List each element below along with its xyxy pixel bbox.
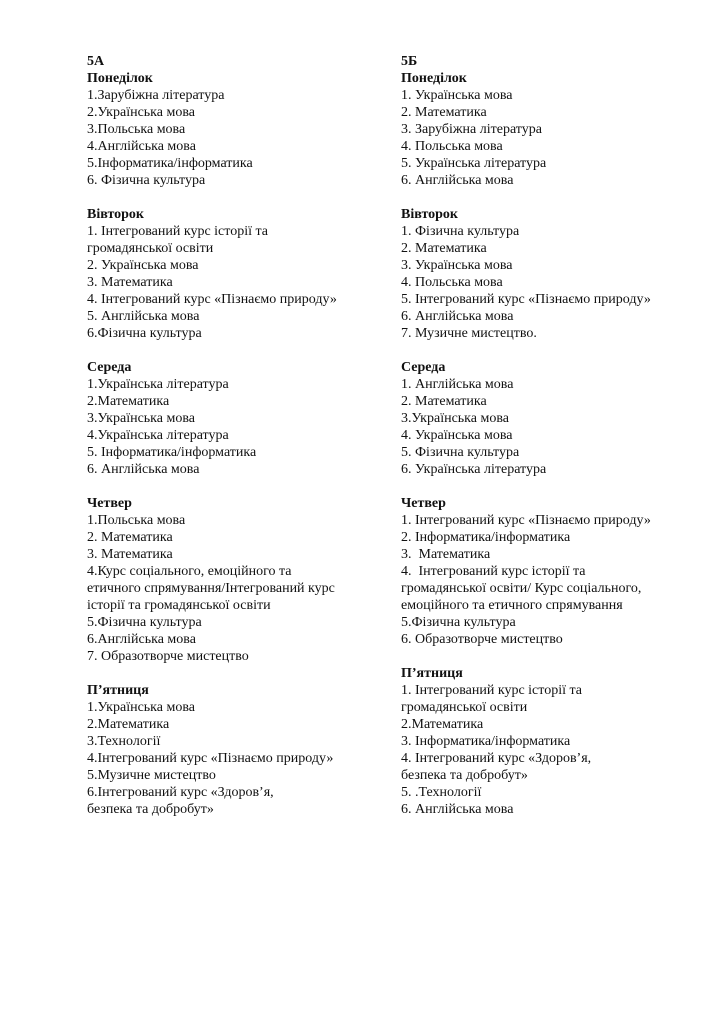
lesson-item: 6. Англійська мова [401, 309, 514, 324]
lesson-item: 3.Польська мова [87, 122, 186, 137]
lesson-item: 3. Математика [87, 275, 173, 290]
class-column-5a [87, 53, 387, 835]
lesson-item: 5.Інформатика/інформатика [87, 156, 253, 171]
day-section [401, 665, 701, 818]
lesson-item: 6. Англійська мова [87, 462, 200, 477]
day-title: Середа [401, 360, 446, 375]
lesson-item: 6. Англійська мова [401, 802, 514, 817]
lesson-item: 3. Інформатика/інформатика [401, 734, 571, 749]
lesson-item: 5.Музичне мистецтво [87, 768, 216, 783]
lesson-item: 4. Інтегрований курс «Здоров’я, безпека та добробут» [401, 751, 592, 783]
lesson-item: 4. Польська мова [401, 139, 503, 154]
lesson-item: 4. Польська мова [401, 275, 503, 290]
day-title: Вівторок [401, 207, 458, 222]
class-title: 5А [87, 54, 105, 69]
lesson-item: 5.Фізична культура [87, 615, 202, 630]
lesson-item: 3. Математика [87, 547, 173, 562]
day-title: Четвер [87, 496, 132, 511]
day-title: Вівторок [87, 207, 144, 222]
lesson-item: 3.Українська мова [401, 411, 509, 426]
lesson-item: 5. Українська література [401, 156, 547, 171]
lesson-item: 6. Образотворче мистецтво [401, 632, 563, 647]
lesson-item: 4. Українська мова [401, 428, 513, 443]
class-title: 5Б [401, 54, 418, 69]
lesson-item: 5.Фізична культура [401, 615, 516, 630]
lesson-item: 5. Англійська мова [87, 309, 200, 324]
lesson-item: 5. Інформатика/інформатика [87, 445, 257, 460]
lesson-item: 1. Фізична культура [401, 224, 520, 239]
lesson-item: 7. Образотворче мистецтво [87, 649, 249, 664]
lesson-item: 4. Інтегрований курс історії та громадянської освіти/ Курс соціального, емоційного та етичного спрямування [401, 564, 642, 613]
day-section [87, 359, 387, 478]
lesson-item: 4. Інтегрований курс «Пізнаємо природу» [87, 292, 337, 307]
lesson-item: 6. Англійська мова [401, 173, 514, 188]
day-section [401, 70, 701, 189]
lesson-item: 1. Англійська мова [401, 377, 514, 392]
lesson-item: 4.Інтегрований курс «Пізнаємо природу» [87, 751, 334, 766]
lesson-item: 1. Інтегрований курс історії та громадянської освіти [87, 224, 268, 256]
day-title: Середа [87, 360, 132, 375]
lesson-item: 2. Математика [401, 241, 487, 256]
day-section [87, 206, 387, 342]
lesson-item: 5. .Технології [401, 785, 482, 800]
class-column-5b [401, 53, 701, 835]
lesson-item: 3. Зарубіжна література [401, 122, 542, 137]
lesson-item: 2. Українська мова [87, 258, 199, 273]
day-title: П’ятниця [87, 683, 149, 698]
day-title: Понеділок [401, 71, 467, 86]
lesson-item: 1. Інтегрований курс історії та громадянської освіти [401, 683, 582, 715]
lesson-item: 2.Українська мова [87, 105, 195, 120]
day-section [87, 495, 387, 665]
day-section [87, 70, 387, 189]
lesson-item: 2.Математика [401, 717, 484, 732]
day-section [401, 495, 701, 648]
lesson-item: 2.Математика [87, 717, 170, 732]
lesson-item: 6. Українська література [401, 462, 547, 477]
lesson-item: 2. Математика [401, 394, 487, 409]
day-title: Четвер [401, 496, 446, 511]
day-section [401, 359, 701, 478]
lesson-item: 2. Математика [87, 530, 173, 545]
lesson-item: 3. Математика [401, 547, 491, 562]
lesson-item: 2. Математика [401, 105, 487, 120]
day-section [87, 682, 387, 818]
lesson-item: 4.Англійська мова [87, 139, 196, 154]
lesson-item: 3.Українська мова [87, 411, 195, 426]
lesson-item: 7. Музичне мистецтво. [401, 326, 537, 341]
lesson-item: 3.Технології [87, 734, 161, 749]
lesson-item: 4.Українська література [87, 428, 229, 443]
lesson-item: 1. Інтегрований курс «Пізнаємо природу» [401, 513, 651, 528]
lesson-item: 6.Англійська мова [87, 632, 196, 647]
lesson-item: 2. Інформатика/інформатика [401, 530, 571, 545]
lesson-item: 5. Інтегрований курс «Пізнаємо природу» [401, 292, 651, 307]
lesson-item: 1.Українська мова [87, 700, 195, 715]
day-title: Понеділок [87, 71, 153, 86]
lesson-item: 6.Фізична культура [87, 326, 202, 341]
lesson-item: 5. Фізична культура [401, 445, 520, 460]
day-title: П’ятниця [401, 666, 463, 681]
lesson-item: 1.Польська мова [87, 513, 186, 528]
lesson-item: 6.Інтегрований курс «Здоров’я, безпека та добробут» [87, 785, 274, 817]
lesson-item: 4.Курс соціального, емоційного та етичного спрямування/Інтегрований курс історії та громадянської освіти [87, 564, 335, 613]
lesson-item: 1.Зарубіжна література [87, 88, 225, 103]
lesson-item: 6. Фізична культура [87, 173, 206, 188]
lesson-item: 3. Українська мова [401, 258, 513, 273]
day-section [401, 206, 701, 342]
lesson-item: 2.Математика [87, 394, 170, 409]
lesson-item: 1.Українська література [87, 377, 229, 392]
lesson-item: 1. Українська мова [401, 88, 513, 103]
